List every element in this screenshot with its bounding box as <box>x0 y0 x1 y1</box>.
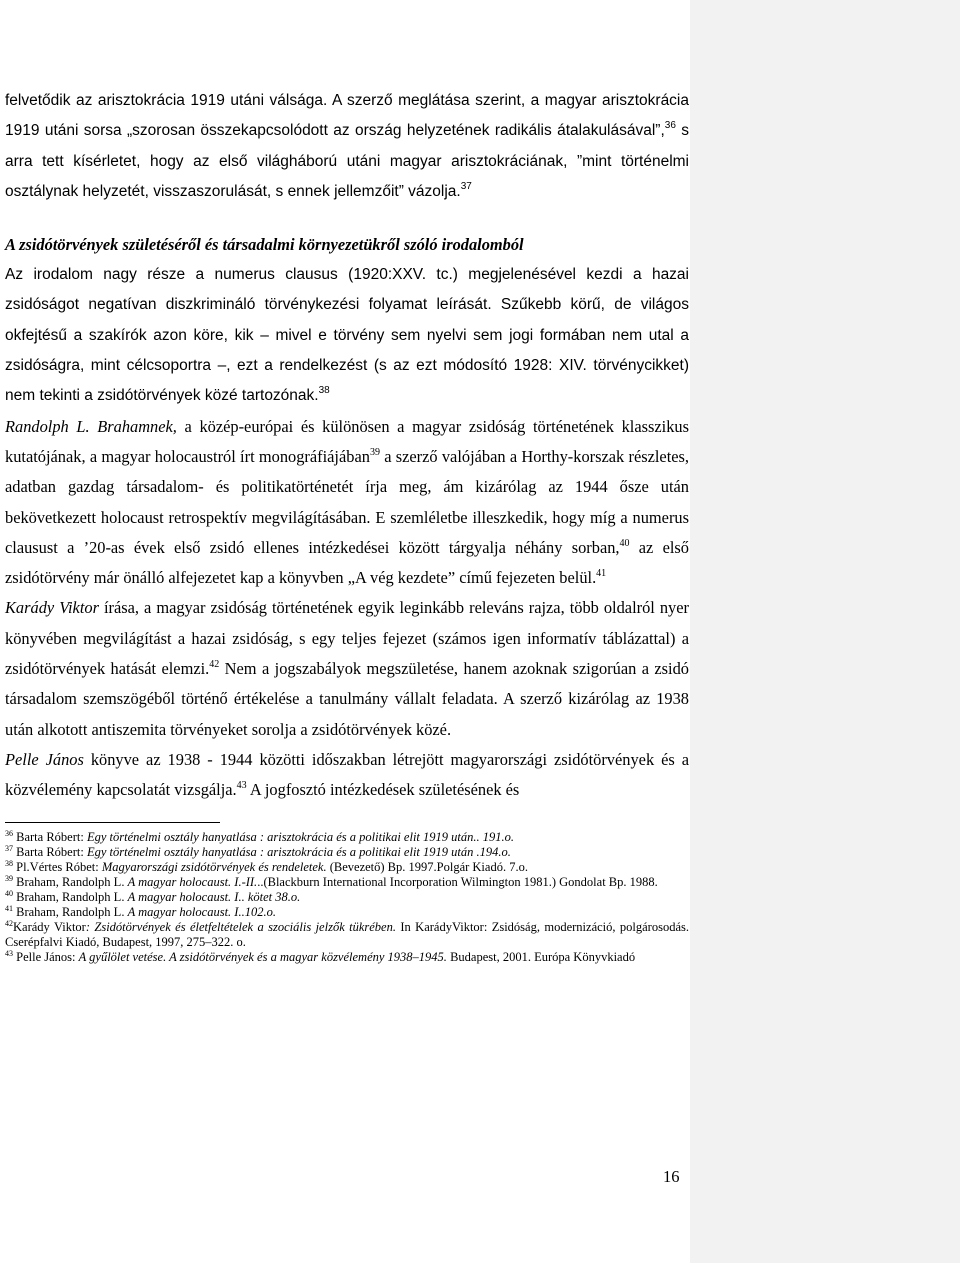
footnote-number: 39 <box>5 873 13 883</box>
footnote-ref-37[interactable]: 37 <box>460 180 472 192</box>
page-number: 16 <box>663 1167 680 1186</box>
footnote-author: Pl.Vértes Róbet: <box>13 859 102 874</box>
footnote-ref-39[interactable]: 39 <box>369 446 380 458</box>
footnote-title: Egy történelmi osztály hanyatlása : arisztokrácia és a politikai elit 1919 után.. 191.o. <box>86 829 514 844</box>
author-name: Pelle János <box>5 749 84 769</box>
text-run: írása, a magyar zsidóság történetének egyik leginkább releváns rajza, több oldalról nyer könyvében megvilágítást a hazai zsidóság, s egy teljes fejezet (számos igen informatív táblázattal) a zsidótörvények hatását elemzi. <box>5 598 689 679</box>
footnote-author: Barta Róbert: <box>13 844 87 859</box>
footnote-author: Braham, Randolph L. <box>13 889 128 904</box>
author-name: Karády Viktor <box>5 598 99 618</box>
footnote-ref-42[interactable]: 42 <box>209 659 220 671</box>
comment-sidebar <box>690 0 960 1263</box>
paragraph-braham <box>5 412 689 594</box>
paragraph-aristocracy <box>5 86 689 207</box>
section-heading: A zsidótörvények születéséről és társadalmi környezetükről szóló irodalomból <box>5 235 524 255</box>
footnote-title: A magyar holocaust. I..102.o. <box>127 905 276 919</box>
paragraph-karady <box>5 593 689 744</box>
footnote-number: 37 <box>5 843 13 853</box>
text-run: a szerző valójában a Horthy-korszak részletes, adatban gazdag társadalom- és politikatörténetét írja meg, ám kizárólag az 1944 ősze után bekövetkezett holocaust retrospektív megvilágításában. E szemléletbe illeszkedik, hogy míg a numerus clausust a ’20-as évek első zsidó ellenes intézkedései között tárgyalja néhány sorban, <box>5 446 690 557</box>
paragraph-pelle <box>5 745 689 806</box>
footnote-number: 43 <box>5 949 13 959</box>
footnote-title: A magyar holocaust. I.-II. <box>127 874 258 889</box>
text-run: s arra tett kísérletet, hogy az első világháború utáni magyar arisztokráciának, ”mint történelmi osztálynak helyzetét, visszaszorulását, s ennek jellemzőit” vázolja. <box>5 122 689 200</box>
footnote-ref-41[interactable]: 41 <box>596 568 607 580</box>
footnote-ref-38[interactable]: 38 <box>318 385 330 397</box>
footnote-title: A magyar holocaust. I.. kötet 38.o. <box>127 889 301 904</box>
footnote-title: A gyűlölet vetése. A zsidótörvények és a magyar közvélemény 1938–1945. <box>78 950 447 965</box>
section-body <box>5 260 689 805</box>
footnote-title: : Zsidótörvények és életfeltételek a szociális jelzők tükrében. <box>85 920 396 935</box>
footnote-number: 42 <box>5 919 13 929</box>
text-run: felvetődik az arisztokrácia 1919 utáni válsága. A szerző meglátása szerint, a magyar arisztokrácia 1919 utáni sorsa „szorosan összekapcsolódott az ország helyzetének radikális átalakulásával”, <box>5 92 689 140</box>
footnote-title: Egy történelmi osztály hanyatlása : arisztokrácia és a politikai elit 1919 után .194.o. <box>86 844 511 859</box>
text-run: a közép-európai és különösen a magyar zsidóság történetének klasszikus kutatójának, a magyar holocaustról írt monográfiájában <box>5 416 689 466</box>
footnote-author: Braham, Randolph L. <box>13 874 128 889</box>
author-name: Randolph L. Brahamnek, <box>5 416 177 436</box>
footnote-number: 36 <box>5 828 13 838</box>
text-run: az első zsidótörvény már önálló alfejezetet kap a könyvben „A vég kezdete” című fejezeten belül. <box>5 537 689 588</box>
footnote-author: Barta Róbert: <box>13 829 87 844</box>
footnote-number: 38 <box>5 858 13 868</box>
footnote-number: 41 <box>5 904 13 913</box>
footnote-40 <box>5 890 689 905</box>
footnote-38 <box>5 860 689 875</box>
footnote-37 <box>5 845 689 860</box>
footnote-36 <box>5 830 689 845</box>
footnote-author: Pelle János: <box>13 950 79 965</box>
lead-paragraph <box>5 86 689 207</box>
footnote-details: Budapest, 2001. Európa Könyvkiadó <box>446 950 636 965</box>
text-run: Nem a jogszabályok megszületése, hanem azoknak szigorúan a zsidó társadalom szemszögéből történő értékelése a tanulmány vállalt feladata. A szerző kizárólag az 1938 után alkotott antiszemita törvényeket sorolja a zsidótörvények közé. <box>5 659 689 739</box>
footnote-title: Magyarországi zsidótörvények és rendeletek. <box>101 859 327 874</box>
footnote-author: Braham, Randolph L. <box>13 905 128 919</box>
footnote-ref-36[interactable]: 36 <box>664 120 676 132</box>
text-run: A jogfosztó intézkedések születésének és <box>246 780 520 800</box>
page-body <box>0 86 689 965</box>
footnote-ref-40[interactable]: 40 <box>619 537 630 549</box>
paragraph-numerus-clausus <box>5 260 689 411</box>
footnote-separator <box>5 822 220 823</box>
footnote-ref-43[interactable]: 43 <box>236 780 247 792</box>
footnote-number: 40 <box>5 888 13 898</box>
footnote-author: Karády Viktor <box>13 920 86 935</box>
footnote-details: (Bevezető) Bp. 1997.Polgár Kiadó. 7.o. <box>326 859 528 874</box>
footnote-41 <box>5 905 689 920</box>
footnote-43 <box>5 950 689 965</box>
footnote-42 <box>5 920 689 950</box>
footnotes <box>5 822 689 966</box>
text-run: Az irodalom nagy része a numerus clausus (1920:XXV. tc.) megjelenésével kezdi a hazai zsidóságot negatívan diszkrimináló törvénykezési folyamat leírását. Szűkebb körű, de világos okfejtésű a szakírók azon köre, kik – mivel e törvény sem nyelvi sem jogi formában nem utal a zsidóságra, mint célcsoportra –, ezt a rendelkezést (s az ezt módosító 1928: XIV. törvénycikket) nem tekinti a zsidótörvények közé tartozónak. <box>5 266 689 405</box>
footnote-details: In KarádyViktor: Zsidóság, modernizáció, polgárosodás. Cserépfalvi Kiadó, Budapest, 1997, 275–322. o. <box>5 920 689 950</box>
text-run: könyve az 1938 - 1944 közötti időszakban létrejött magyarországi zsidótörvények és a közvélemény kapcsolatát vizsgálja. <box>5 749 689 800</box>
footnote-details: ..(Blackburn International Incorporation Wilmington 1981.) Gondolat Bp. 1988. <box>257 874 658 889</box>
footnote-39 <box>5 875 689 890</box>
